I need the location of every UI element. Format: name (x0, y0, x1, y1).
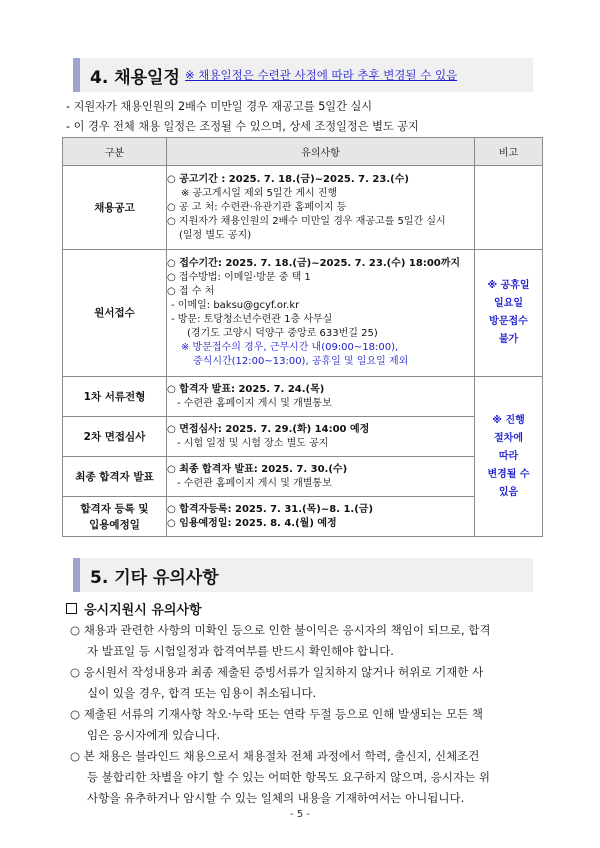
remark-line: 방문접수 (489, 316, 528, 327)
content-line: ○ 접수기간: 2025. 7. 18.(금)~2025. 7. 23.(수) 18:00까지 (167, 258, 461, 269)
schedule-table (62, 137, 543, 537)
section-5-subheading: 응시지원시 유의사항 (66, 599, 202, 618)
remark-line: 불가 (498, 334, 519, 345)
row-label: 채용공고 (63, 166, 167, 250)
remarks-cell-group (475, 377, 543, 537)
paragraph-line: 자 발표일 등 시험일정과 합격여부를 반드시 확인해야 합니다. (87, 644, 394, 658)
section-5-accent-bar (73, 558, 80, 592)
section-5-title: 5. 기타 유의사항 (90, 568, 219, 588)
remarks-cell (475, 166, 543, 250)
row-content (167, 250, 475, 377)
section-4-bullet: - 이 경우 전체 채용 일정은 조정될 수 있으며, 상세 조정일정은 별도 공지 (66, 120, 419, 133)
row-label: 1차 서류전형 (63, 377, 167, 417)
row-content (167, 166, 475, 250)
remark-line: 있음 (498, 486, 519, 498)
section-4-bullet: - 지원자가 채용인원의 2배수 미만일 경우 재공고를 5일간 실시 (66, 100, 373, 113)
table-row (63, 417, 543, 457)
column-header-category: 구분 (63, 138, 167, 166)
content-line: (경기도 고양시 덕양구 중앙로 633번길 25) (187, 328, 378, 339)
content-line: ○ 접 수 처 (167, 286, 215, 297)
remarks-cell (475, 250, 543, 377)
row-label: 최종 합격자 발표 (63, 457, 167, 497)
content-line: 중식시간(12:00~13:00), 공휴일 및 일요일 제외 (193, 356, 409, 367)
table-row (63, 377, 543, 417)
content-line: ○ 합격자등록: 2025. 7. 31.(목)~8. 1.(금) (167, 503, 374, 515)
content-line: ○ 합격자 발표: 2025. 7. 24.(목) (167, 383, 325, 395)
remark-line: ※ 진행 (492, 414, 525, 426)
paragraph-line: ○ 채용과 관련한 사항의 미확인 등으로 인한 불이익은 응시자의 책임이 되므로, 합격 (70, 623, 491, 637)
content-line: - 시험 일정 및 시험 장소 별도 공지 (177, 437, 329, 449)
row-label: 원서접수 (63, 250, 167, 377)
section-4-title: 4. 채용일정 (90, 68, 180, 88)
content-line: ○ 면접심사: 2025. 7. 29.(화) 14:00 예정 (167, 423, 370, 435)
section-4-accent-bar (73, 58, 80, 92)
row-label-line: 입용예정일 (89, 518, 140, 531)
content-line: ○ 최종 합격자 발표: 2025. 7. 30.(수) (167, 463, 348, 475)
table-row (63, 250, 543, 377)
content-line: (일정 별도 공지) (179, 229, 252, 241)
content-line: - 이메일: baksu@gcyf.or.kr (171, 300, 300, 311)
paragraph-line: 임은 응시자에게 있습니다. (87, 728, 221, 742)
section-5-header (73, 558, 533, 592)
content-line: ○ 접수방법: 이메일·방문 중 택 1 (167, 272, 311, 283)
paragraph-line: 실이 있을 경우, 합격 또는 임용이 취소됩니다. (87, 686, 317, 700)
row-content (167, 377, 475, 417)
content-line: ○ 지원자가 채용인원의 2배수 미만일 경우 재공고를 5일간 실시 (167, 215, 446, 227)
paragraph-line: ○ 본 채용은 블라인드 채용으로서 채용절차 전체 과정에서 학력, 출신지, 신체조건 (70, 749, 480, 763)
section-4-header (73, 58, 533, 92)
content-line: - 수련관 홈페이지 게시 및 개별통보 (177, 397, 332, 409)
content-line: ○ 공 고 처: 수련관·유관기관 홈페이지 등 (167, 201, 347, 213)
table-header-row (63, 138, 543, 166)
content-line: ○ 임용예정일: 2025. 8. 4.(월) 예정 (167, 517, 337, 529)
table-row (63, 166, 543, 250)
column-header-remarks: 비고 (475, 138, 543, 166)
paragraph-line: ○ 제출된 서류의 기재사항 착오·누락 또는 연락 두절 등으로 인해 발생되는 모든 책 (70, 707, 484, 721)
paragraph-line: 등 불합리한 차별을 야기 할 수 있는 어떠한 항목도 요구하지 않으며, 응시자는 위 (87, 770, 491, 784)
row-label: 2차 면접심사 (63, 417, 167, 457)
row-content (167, 457, 475, 497)
content-line: - 수련관 홈페이지 게시 및 개별통보 (177, 477, 332, 489)
column-header-notes: 유의사항 (167, 138, 475, 166)
remark-line: 일요일 (494, 298, 523, 309)
row-content (167, 417, 475, 457)
row-label-line: 합격자 등록 및 (80, 502, 149, 515)
content-line: ○ 공고기간 : 2025. 7. 18.(금)~2025. 7. 23.(수) (167, 173, 409, 185)
table-row (63, 497, 543, 537)
page-number: - 5 - (290, 809, 310, 820)
checkbox-square-icon (66, 603, 77, 614)
table-row (63, 457, 543, 497)
content-line: ※ 공고게시일 제외 5일간 게시 진행 (181, 187, 338, 199)
remark-line: 절차에 (494, 432, 523, 444)
paragraph-line: ○ 응시원서 작성내용과 최종 제출된 증빙서류가 일치하지 않거나 허위로 기재한 사 (70, 665, 484, 679)
remark-line: ※ 공휴일 (487, 280, 530, 291)
section-4-note: ※ 채용일정은 수련관 사정에 따라 추후 변경될 수 있음 (185, 68, 458, 82)
content-line: ※ 방문접수의 경우, 근무시간 내(09:00~18:00), (181, 342, 399, 353)
remark-line: 변경될 수 (487, 468, 530, 480)
row-label (63, 497, 167, 537)
remark-line: 따라 (498, 450, 519, 462)
row-content (167, 497, 475, 537)
content-line: - 방문: 토당청소년수련관 1층 사무실 (171, 314, 333, 325)
paragraph-line: 사항을 유추하거나 암시할 수 있는 일체의 내용을 기재하여서는 아니됩니다. (87, 791, 465, 805)
